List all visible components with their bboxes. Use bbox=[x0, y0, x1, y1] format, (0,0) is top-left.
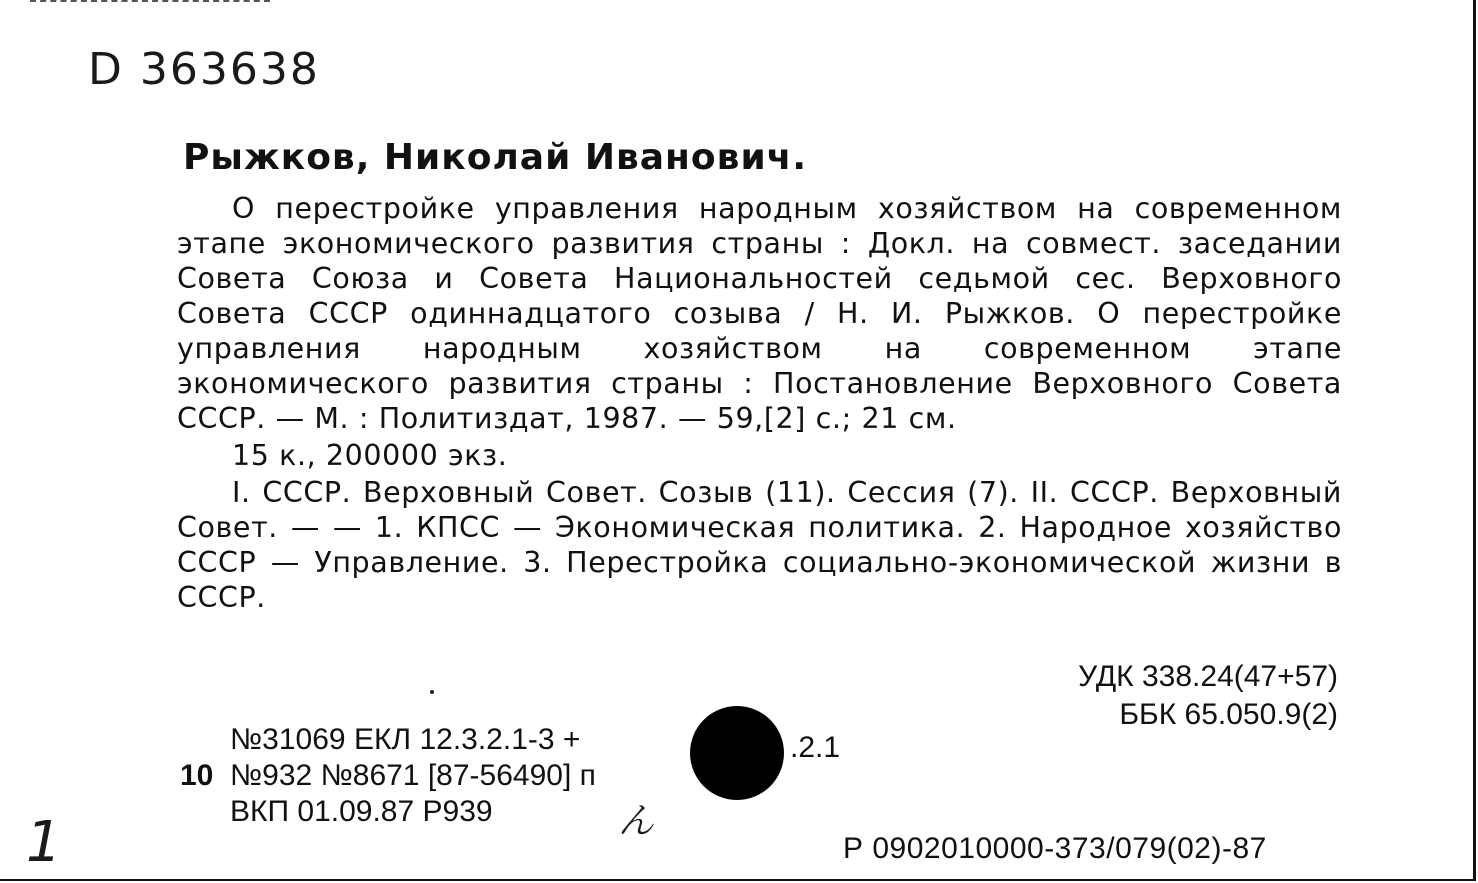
classification-block bbox=[1078, 658, 1338, 734]
ink-dot bbox=[430, 690, 434, 694]
acquisition-line-2: 10 №932 №8671 [87-56490] п bbox=[180, 759, 596, 792]
acquisition-line-1: №31069 ЕКЛ 12.3.2.1-3 + bbox=[230, 723, 581, 756]
acquisition-block bbox=[180, 722, 596, 830]
handwritten-initial: ん bbox=[618, 801, 655, 842]
publisher-code: Р 0902010000-373/079(02)-87 bbox=[843, 832, 1267, 865]
bibliographic-record bbox=[177, 137, 1342, 615]
top-edge-marks bbox=[30, 0, 270, 8]
acquisition-line-1-suffix: .2.1 bbox=[790, 731, 841, 764]
acquisition-line-3: ВКП 01.09.87 Р939 bbox=[230, 795, 493, 828]
corner-mark: 1 bbox=[26, 810, 62, 875]
copies-count: 10 bbox=[180, 759, 214, 792]
subject-headings: I. СССР. Верховный Совет. Созыв (11). Сессия (7). II. СССР. Верховный Совет. — — 1. КПСС — Экономическая политика. 2. Народное хозяйство СССР — Управление. 3. Перестройка социально-экономической жизни в СССР. bbox=[177, 476, 1342, 614]
punch-hole bbox=[690, 706, 784, 800]
bbk-code: ББК 65.050.9(2) bbox=[1119, 698, 1338, 731]
udk-code: УДК 338.24(47+57) bbox=[1078, 660, 1338, 693]
author-heading: Рыжков, Николай Иванович. bbox=[183, 137, 808, 178]
call-number: D 363638 bbox=[88, 44, 320, 95]
title-description: О перестройке управления народным хозяйством на современном этапе экономического развития страны : Докл. на совмест. заседании Совета Союза и Совета Национальностей седьмой сес. Верховного Совета СССР одиннадцатого созыва / Н. И. Рыжков. О перестройке управления народным хозяйством на современном этапе экономического развития страны : Постановление Верховного Совета СССР. — М. : Политиздат, 1987. — 59,[2] с.; 21 см. bbox=[177, 192, 1342, 435]
price-copies: 15 к., 200000 экз. bbox=[232, 439, 508, 472]
